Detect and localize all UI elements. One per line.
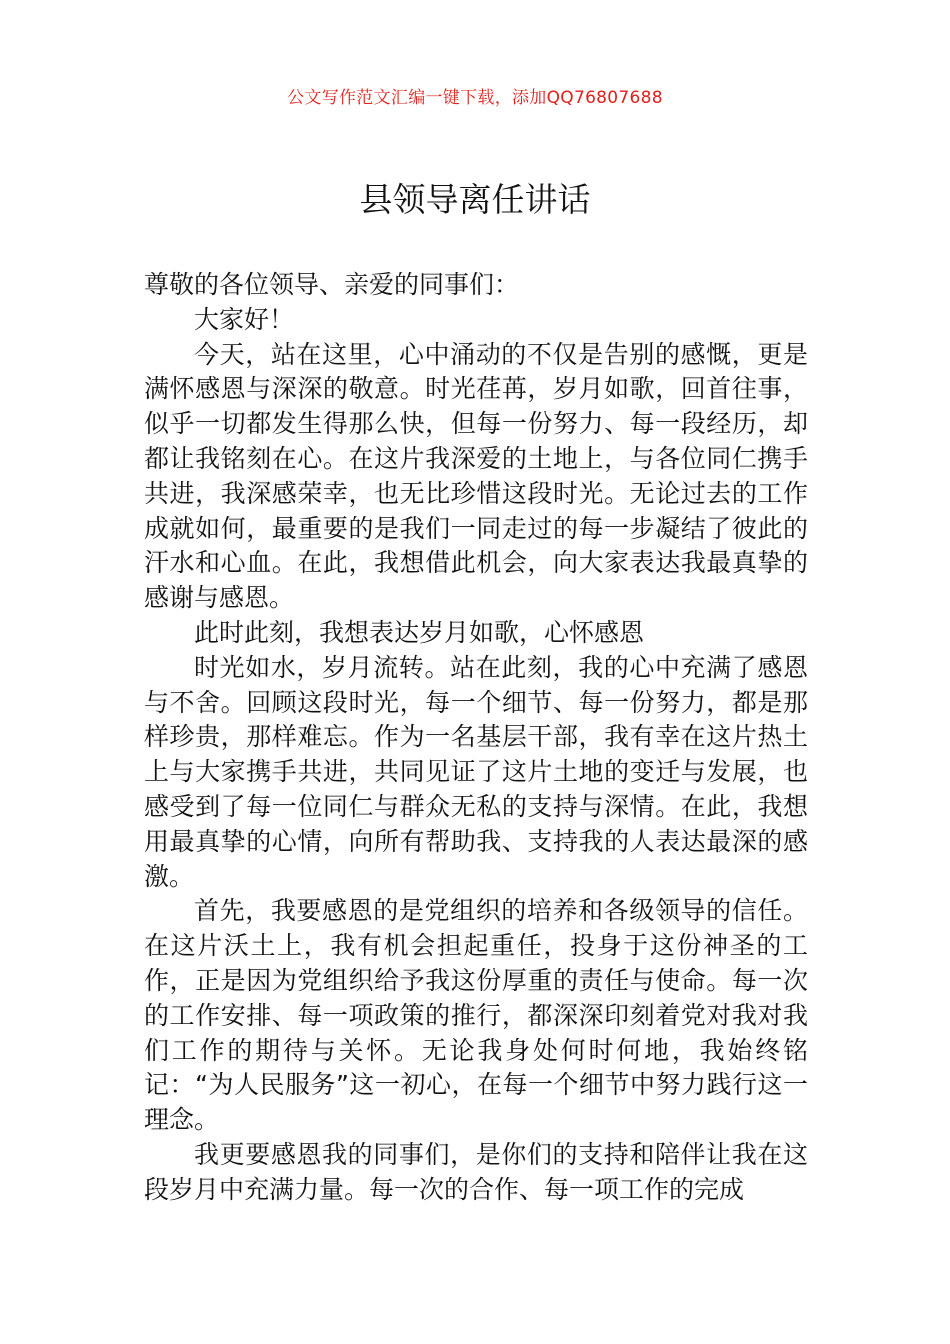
paragraph-party-gratitude: 首先，我要感恩的是党组织的培养和各级领导的信任。在这片沃土上，我有机会担起重任，投身于这份神圣的工作，正是因为党组织给予我这份厚重的责任与使命。每一次的工作安排、每一项政策的推行，都深深印刻着党对我对我们工作的期待与关怀。无论我身处何时何地，我始终铭记：“为人民服务”这一初心，在每一个细节中努力践行这一理念。 [144,896,808,1135]
document-title: 县领导离任讲话 [359,180,591,219]
paragraph-opening: 今天，站在这里，心中涌动的不仅是告别的感慨，更是满怀感恩与深深的敬意。时光荏苒，岁月如歌，回首往事，似乎一切都发生得那么快，但每一份努力、每一段经历，却都让我铭刻在心。在这片我深爱的土地上，与各位同仁携手共进，我深感荣幸，也无比珍惜这段时光。无论过去的工作成就如何，最重要的是我们一同走过的每一步凝结了彼此的汗水和心血。在此，我想借此机会，向大家表达我最真挚的感谢与感恩。 [144,339,808,613]
paragraph-reflection: 时光如水，岁月流转。站在此刻，我的心中充满了感恩与不舍。回顾这段时光，每一个细节、每一份努力，都是那样珍贵，那样难忘。作为一名基层干部，我有幸在这片热土上与大家携手共进，共同见证了这片土地的变迁与发展，也感受到了每一位同仁与群众无私的支持与深情。在此，我想用最真挚的心情，向所有帮助我、支持我的人表达最深的感激。 [144,652,808,891]
paragraph-heading-line: 此时此刻，我想表达岁月如歌，心怀感恩 [194,617,645,647]
download-notice: 公文写作范文汇编一键下载，添加QQ76807688 [287,88,663,108]
paragraph-colleague-gratitude: 我更要感恩我的同事们，是你们的支持和陪伴让我在这段岁月中充满力量。每一次的合作、每一项工作的完成 [144,1139,808,1204]
paragraph-greeting: 大家好！ [194,304,295,334]
salutation: 尊敬的各位领导、亲爱的同事们： [144,270,520,299]
document-body [144,268,808,1208]
